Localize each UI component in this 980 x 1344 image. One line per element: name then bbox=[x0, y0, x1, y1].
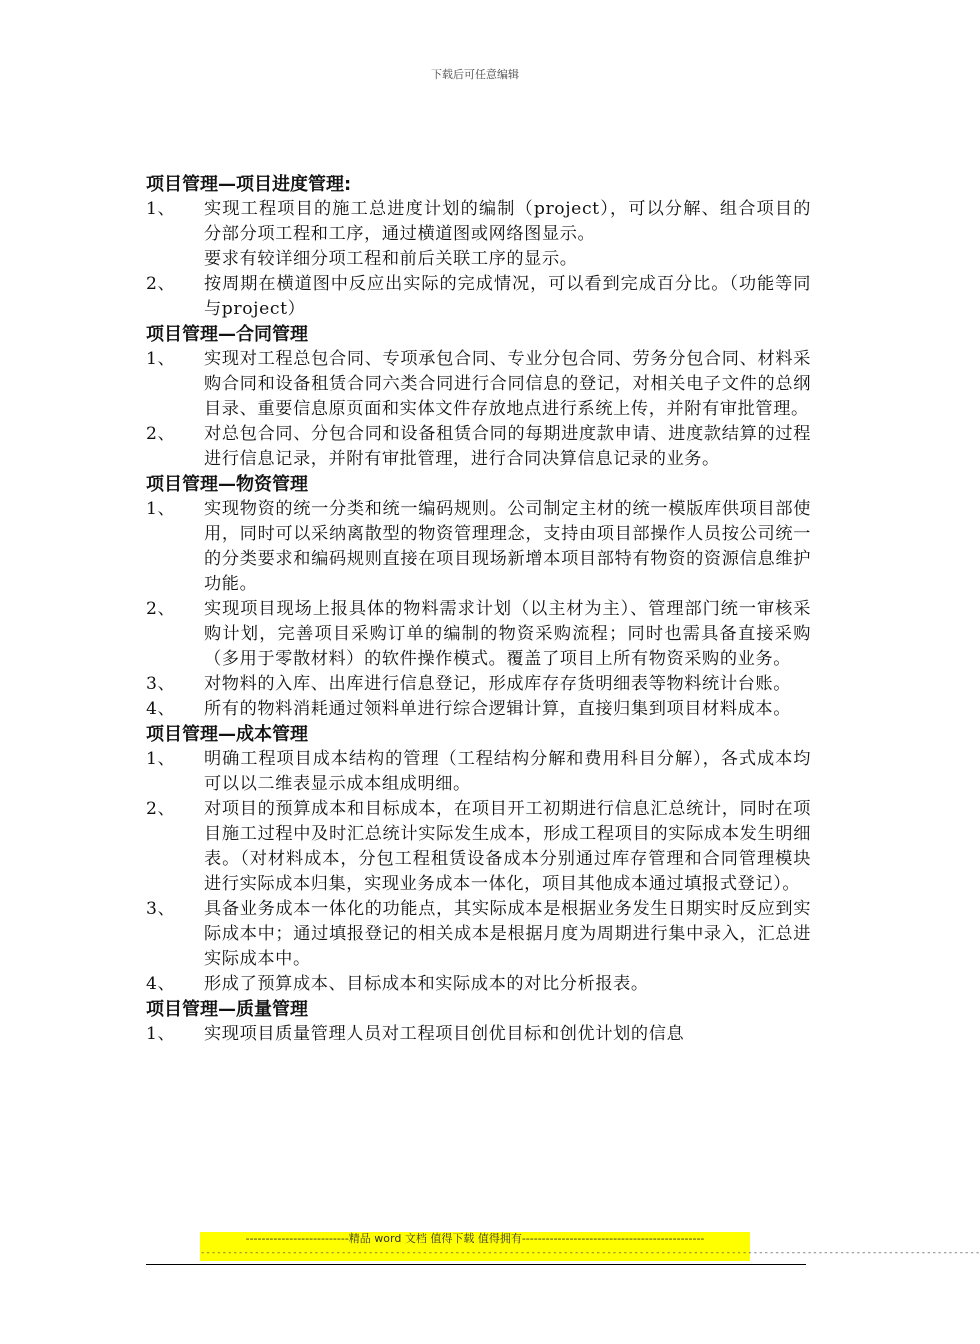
list-item-number: 4、 bbox=[146, 974, 176, 994]
footer-divider bbox=[146, 1264, 806, 1265]
section-heading: 项目管理—物资管理 bbox=[146, 474, 308, 495]
list-item-text: 具备业务成本一体化的功能点，其实际成本是根据业务发生日期实时反应到实际成本中；通过填报登记的相关成本是根据月度为周期进行集中录入，汇总进实际成本中。 bbox=[204, 899, 811, 969]
list-item-number: 4、 bbox=[146, 699, 176, 719]
list-item-number: 1、 bbox=[146, 349, 176, 369]
list-item-text: 实现项目现场上报具体的物料需求计划（以主材为主）、管理部门统一审核采购计划，完善项目采购订单的编制的物资采购流程；同时也需具备直接采购（多用于零散材料）的软件操作模式。覆盖了项目上所有物资采购的业务。 bbox=[204, 599, 811, 669]
section-heading: 项目管理—质量管理 bbox=[146, 999, 308, 1020]
list-item bbox=[146, 272, 811, 322]
list-item-number: 1、 bbox=[146, 499, 176, 519]
list-item-number: 2、 bbox=[146, 799, 176, 819]
list-item bbox=[146, 697, 811, 722]
list-item bbox=[146, 897, 811, 972]
list-item-text: 形成了预算成本、目标成本和实际成本的对比分析报表。 bbox=[204, 974, 649, 994]
list-item-text: 实现工程项目的施工总进度计划的编制（project），可以分解、组合项目的分部分项工程和工序，通过横道图或网络图显示。 bbox=[204, 199, 811, 244]
list-item-number: 1、 bbox=[146, 1024, 176, 1044]
list-item-number: 3、 bbox=[146, 899, 176, 919]
list-item-number: 3、 bbox=[146, 674, 176, 694]
section-heading: 项目管理—合同管理 bbox=[146, 324, 308, 345]
footer-banner bbox=[200, 1232, 980, 1261]
document-body bbox=[146, 172, 811, 1047]
section-heading: 项目管理—项目进度管理: bbox=[146, 174, 352, 195]
list-item bbox=[146, 747, 811, 797]
list-item-text: 实现项目质量管理人员对工程项目创优目标和创优计划的信息 bbox=[204, 1024, 685, 1044]
page-header: 下载后可任意编辑 bbox=[431, 68, 519, 81]
list-item bbox=[146, 797, 811, 897]
list-item-note: 要求有较详细分项工程和前后关联工序的显示。 bbox=[204, 249, 578, 269]
list-item-text: 对总包合同、分包合同和设备租赁合同的每期进度款申请、进度款结算的过程进行信息记录，并附有审批管理，进行合同决算信息记录的业务。 bbox=[204, 424, 811, 469]
list-item-text: 所有的物料消耗通过领料单进行综合逻辑计算，直接归集到项目材料成本。 bbox=[204, 699, 791, 719]
footer-dash-line: ------------------------------------------------------------------------------------------------------------------------------------------------ bbox=[200, 1248, 980, 1258]
section-heading: 项目管理—成本管理 bbox=[146, 724, 308, 745]
list-item bbox=[146, 972, 811, 997]
list-item-text: 实现物资的统一分类和统一编码规则。公司制定主材的统一模版库供项目部使用，同时可以采纳离散型的物资管理理念，支持由项目部操作人员按公司统一的分类要求和编码规则直接在项目现场新增本项目部特有物资的资源信息维护功能。 bbox=[204, 499, 811, 594]
list-item bbox=[146, 597, 811, 672]
list-item-number: 1、 bbox=[146, 199, 176, 219]
list-item-text: 实现对工程总包合同、专项承包合同、专业分包合同、劳务分包合同、材料采购合同和设备租赁合同六类合同进行合同信息的登记，对相关电子文件的总纲目录、重要信息原页面和实体文件存放地点进行系统上传，并附有审批管理。 bbox=[204, 349, 811, 419]
list-item-number: 2、 bbox=[146, 424, 176, 444]
list-item bbox=[146, 672, 811, 697]
list-item-text: 对项目的预算成本和目标成本，在项目开工初期进行信息汇总统计，同时在项目施工过程中及时汇总统计实际发生成本，形成工程项目的实际成本发生明细表。（对材料成本，分包工程租赁设备成本分别通过库存管理和合同管理模块进行实际成本归集，实现业务成本一体化，项目其他成本通过填报式登记）。 bbox=[204, 799, 811, 894]
list-item-text: 对物料的入库、出库进行信息登记，形成库存存货明细表等物料统计台账。 bbox=[204, 674, 791, 694]
list-item bbox=[146, 197, 811, 247]
list-item-number: 2、 bbox=[146, 599, 176, 619]
list-item bbox=[146, 422, 811, 472]
list-item-text: 明确工程项目成本结构的管理（工程结构分解和费用科目分解），各式成本均可以以二维表显示成本组成明细。 bbox=[204, 749, 811, 794]
list-item bbox=[146, 1022, 811, 1047]
list-item bbox=[146, 347, 811, 422]
list-item bbox=[146, 497, 811, 597]
list-item-number: 1、 bbox=[146, 749, 176, 769]
list-item-number: 2、 bbox=[146, 274, 176, 294]
footer-banner-text: --------------------------精品 word 文档 值得下载 值得拥有---------------------------------------------- bbox=[245, 1232, 705, 1245]
list-item-text: 按周期在横道图中反应出实际的完成情况，可以看到完成百分比。（功能等同与project） bbox=[204, 274, 811, 319]
